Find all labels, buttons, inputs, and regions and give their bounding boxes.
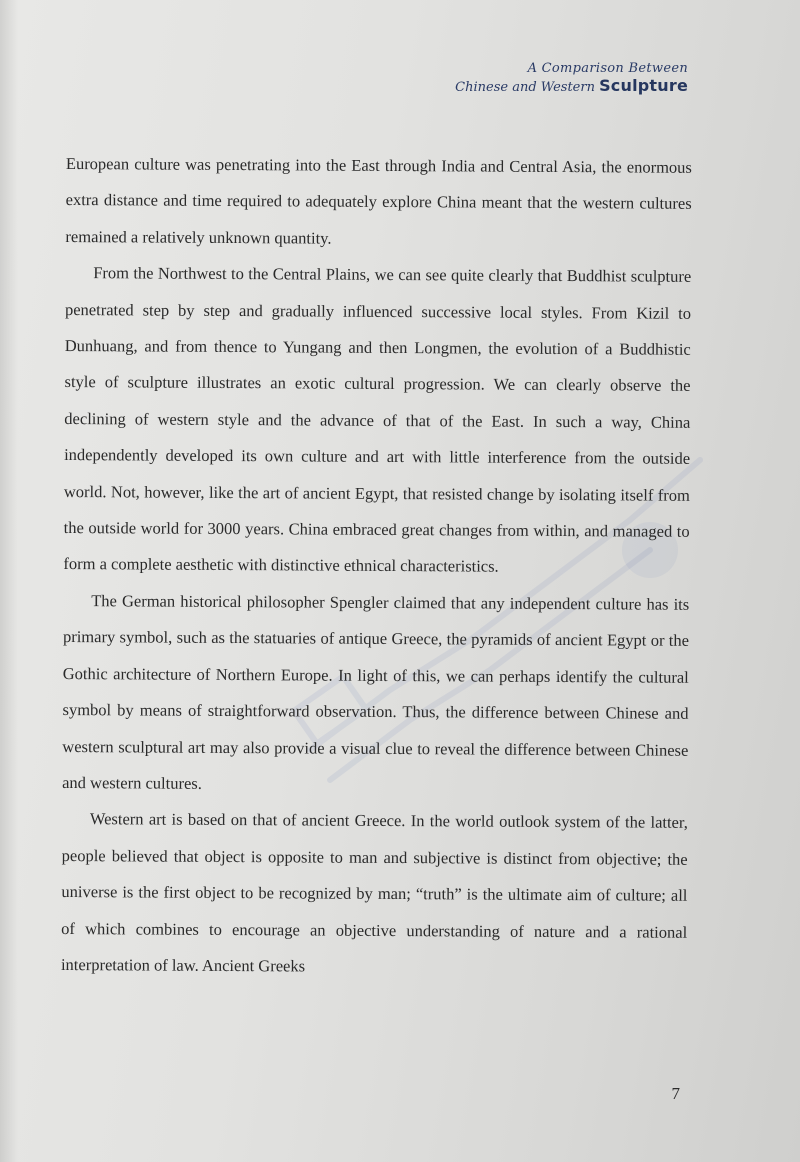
- page-number: 7: [671, 1084, 680, 1103]
- running-header: [455, 62, 688, 94]
- paragraph-3: The German historical philosopher Spengler claimed that any independent culture has its primary symbol, such as the statuaries of antique Greece, the pyramids of ancient Egypt or the Gothic architecture of Northern Europe. In light of this, we can perhaps identify the cultural symbol by means of straightforward observation. Thus, the difference between Chinese and western sculptural art may also provide a visual clue to reveal the difference between Chinese and western cultures.: [62, 591, 690, 793]
- paragraph-2: From the Northwest to the Central Plains, we can see quite clearly that Buddhist sculpture penetrated step by step and gradually influenced successive local styles. From Kizil to Dunhuang, and from thence to Yungang and then Longmen, the evolution of a Buddhistic style of sculpture illustrates an exotic cultural progression. We can clearly observe the declining of western style and the advance of that of the East. In such a way, China independently developed its own culture and art with little interference from the outside world. Not, however, like the art of ancient Egypt, that resisted change by isolating itself from the outside world for 3000 years. China embraced great changes from within, and managed to form a complete aesthetic with distinctive ethnical characteristics.: [63, 263, 692, 577]
- paragraph-4: Western art is based on that of ancient Greece. In the world outlook system of the latter, people believed that object is opposite to man and subjective is distinct from objective; the universe is the first object to be recognized by man; “truth” is the ultimate aim of culture; all of which combines to encourage an objective understanding of nature and a rational interpretation of law. Ancient Greeks: [60, 809, 688, 976]
- header-line-2: [455, 75, 688, 95]
- header-bold-title: Sculpture: [599, 75, 688, 95]
- paragraph-1: European culture was penetrating into the East through India and Central Asia, the enormous extra distance and time required to adequately explore China meant that the western cultures remained a relatively unknown quantity.: [65, 153, 692, 248]
- header-italic-text: Chinese and Western: [455, 79, 600, 95]
- page-gutter-shadow: [0, 0, 18, 1162]
- body-text: [61, 146, 692, 987]
- header-line-1: A Comparison Between: [527, 61, 688, 76]
